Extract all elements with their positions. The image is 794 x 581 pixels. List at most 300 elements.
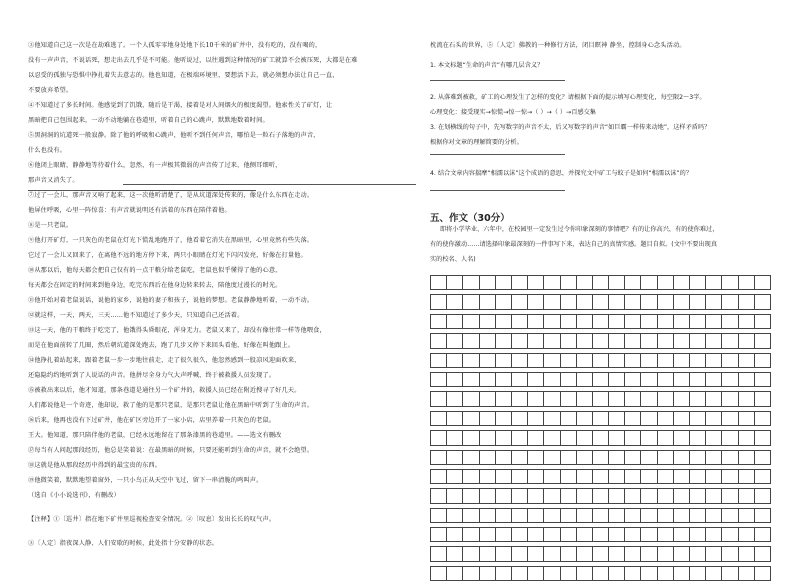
grid-cell[interactable] [690, 489, 706, 503]
grid-cell[interactable] [431, 334, 447, 348]
grid-cell[interactable] [528, 566, 544, 580]
grid-cell[interactable] [609, 469, 625, 483]
grid-cell[interactable] [625, 392, 641, 406]
grid-cell[interactable] [722, 276, 738, 290]
grid-cell[interactable] [544, 334, 560, 348]
grid-cell[interactable] [738, 295, 754, 309]
grid-cell[interactable] [641, 508, 657, 522]
grid-cell[interactable] [431, 489, 447, 503]
grid-cell[interactable] [690, 392, 706, 406]
grid-cell[interactable] [738, 314, 754, 328]
grid-cell[interactable] [576, 450, 592, 464]
grid-cell[interactable] [690, 566, 706, 580]
grid-cell[interactable] [738, 469, 754, 483]
grid-cell[interactable] [560, 431, 576, 445]
grid-cell[interactable] [511, 372, 527, 386]
grid-cell[interactable] [625, 334, 641, 348]
grid-cell[interactable] [690, 431, 706, 445]
grid-cell[interactable] [673, 508, 689, 522]
grid-cell[interactable] [495, 353, 511, 367]
answer-line[interactable] [430, 154, 565, 155]
grid-cell[interactable] [722, 353, 738, 367]
grid-cell[interactable] [511, 566, 527, 580]
grid-cell[interactable] [738, 566, 754, 580]
grid-cell[interactable] [511, 547, 527, 561]
grid-cell[interactable] [690, 528, 706, 542]
grid-cell[interactable] [657, 334, 673, 348]
grid-cell[interactable] [754, 276, 770, 290]
grid-cell[interactable] [657, 469, 673, 483]
grid-cell[interactable] [673, 489, 689, 503]
grid-cell[interactable] [447, 547, 463, 561]
grid-cell[interactable] [641, 411, 657, 425]
grid-cell[interactable] [544, 469, 560, 483]
grid-cell[interactable] [431, 276, 447, 290]
grid-cell[interactable] [690, 469, 706, 483]
grid-cell[interactable] [560, 334, 576, 348]
grid-cell[interactable] [463, 295, 479, 309]
grid-cell[interactable] [447, 353, 463, 367]
grid-cell[interactable] [544, 547, 560, 561]
grid-cell[interactable] [641, 489, 657, 503]
grid-cell[interactable] [754, 411, 770, 425]
grid-cell[interactable] [706, 372, 722, 386]
grid-cell[interactable] [592, 431, 608, 445]
grid-cell[interactable] [576, 547, 592, 561]
grid-cell[interactable] [657, 392, 673, 406]
grid-cell[interactable] [463, 547, 479, 561]
grid-cell[interactable] [479, 431, 495, 445]
grid-cell[interactable] [463, 566, 479, 580]
grid-cell[interactable] [722, 334, 738, 348]
grid-cell[interactable] [754, 392, 770, 406]
grid-cell[interactable] [511, 334, 527, 348]
grid-cell[interactable] [641, 528, 657, 542]
grid-cell[interactable] [528, 431, 544, 445]
grid-cell[interactable] [511, 314, 527, 328]
grid-cell[interactable] [479, 528, 495, 542]
grid-cell[interactable] [625, 372, 641, 386]
grid-cell[interactable] [673, 450, 689, 464]
grid-cell[interactable] [479, 353, 495, 367]
grid-cell[interactable] [673, 353, 689, 367]
grid-cell[interactable] [560, 469, 576, 483]
grid-cell[interactable] [544, 372, 560, 386]
grid-cell[interactable] [495, 295, 511, 309]
grid-cell[interactable] [463, 469, 479, 483]
grid-cell[interactable] [447, 566, 463, 580]
grid-cell[interactable] [754, 547, 770, 561]
grid-cell[interactable] [544, 295, 560, 309]
grid-cell[interactable] [431, 566, 447, 580]
grid-cell[interactable] [511, 528, 527, 542]
grid-cell[interactable] [609, 353, 625, 367]
grid-cell[interactable] [690, 411, 706, 425]
grid-cell[interactable] [592, 392, 608, 406]
grid-cell[interactable] [528, 392, 544, 406]
grid-cell[interactable] [754, 469, 770, 483]
grid-cell[interactable] [706, 450, 722, 464]
grid-cell[interactable] [673, 547, 689, 561]
grid-cell[interactable] [609, 276, 625, 290]
grid-cell[interactable] [641, 469, 657, 483]
grid-cell[interactable] [576, 489, 592, 503]
grid-cell[interactable] [706, 469, 722, 483]
grid-cell[interactable] [657, 353, 673, 367]
grid-cell[interactable] [657, 547, 673, 561]
grid-cell[interactable] [479, 276, 495, 290]
grid-cell[interactable] [511, 392, 527, 406]
grid-cell[interactable] [625, 450, 641, 464]
grid-cell[interactable] [447, 489, 463, 503]
grid-cell[interactable] [479, 547, 495, 561]
grid-cell[interactable] [544, 528, 560, 542]
grid-cell[interactable] [576, 508, 592, 522]
grid-cell[interactable] [706, 314, 722, 328]
grid-cell[interactable] [544, 450, 560, 464]
grid-cell[interactable] [738, 372, 754, 386]
grid-cell[interactable] [625, 353, 641, 367]
grid-cell[interactable] [576, 372, 592, 386]
grid-cell[interactable] [528, 334, 544, 348]
grid-cell[interactable] [495, 489, 511, 503]
grid-cell[interactable] [528, 469, 544, 483]
grid-cell[interactable] [528, 528, 544, 542]
grid-cell[interactable] [431, 431, 447, 445]
grid-cell[interactable] [560, 353, 576, 367]
grid-cell[interactable] [592, 469, 608, 483]
grid-cell[interactable] [641, 276, 657, 290]
grid-cell[interactable] [625, 547, 641, 561]
grid-cell[interactable] [528, 450, 544, 464]
grid-cell[interactable] [738, 392, 754, 406]
grid-cell[interactable] [495, 450, 511, 464]
grid-cell[interactable] [576, 353, 592, 367]
grid-cell[interactable] [592, 489, 608, 503]
grid-cell[interactable] [641, 566, 657, 580]
grid-cell[interactable] [657, 450, 673, 464]
grid-cell[interactable] [706, 528, 722, 542]
grid-cell[interactable] [673, 411, 689, 425]
grid-cell[interactable] [673, 392, 689, 406]
grid-cell[interactable] [592, 411, 608, 425]
grid-cell[interactable] [722, 392, 738, 406]
grid-cell[interactable] [479, 372, 495, 386]
grid-cell[interactable] [431, 314, 447, 328]
grid-cell[interactable] [625, 314, 641, 328]
grid-cell[interactable] [544, 353, 560, 367]
grid-cell[interactable] [625, 489, 641, 503]
grid-cell[interactable] [528, 508, 544, 522]
grid-cell[interactable] [722, 508, 738, 522]
grid-cell[interactable] [609, 314, 625, 328]
grid-cell[interactable] [673, 276, 689, 290]
grid-cell[interactable] [447, 469, 463, 483]
grid-cell[interactable] [641, 547, 657, 561]
grid-cell[interactable] [463, 528, 479, 542]
grid-cell[interactable] [609, 392, 625, 406]
grid-cell[interactable] [447, 450, 463, 464]
grid-cell[interactable] [431, 469, 447, 483]
grid-cell[interactable] [609, 547, 625, 561]
grid-cell[interactable] [754, 528, 770, 542]
grid-cell[interactable] [722, 431, 738, 445]
grid-cell[interactable] [738, 353, 754, 367]
grid-cell[interactable] [641, 392, 657, 406]
grid-cell[interactable] [706, 392, 722, 406]
grid-cell[interactable] [447, 528, 463, 542]
answer-line[interactable] [430, 190, 565, 191]
grid-cell[interactable] [592, 547, 608, 561]
grid-cell[interactable] [657, 566, 673, 580]
grid-cell[interactable] [738, 450, 754, 464]
grid-cell[interactable] [511, 508, 527, 522]
grid-cell[interactable] [706, 334, 722, 348]
grid-cell[interactable] [560, 547, 576, 561]
grid-cell[interactable] [576, 528, 592, 542]
grid-cell[interactable] [722, 489, 738, 503]
grid-cell[interactable] [738, 431, 754, 445]
grid-cell[interactable] [754, 489, 770, 503]
grid-cell[interactable] [706, 489, 722, 503]
grid-cell[interactable] [463, 431, 479, 445]
grid-cell[interactable] [511, 469, 527, 483]
grid-cell[interactable] [592, 566, 608, 580]
grid-cell[interactable] [463, 508, 479, 522]
grid-cell[interactable] [754, 314, 770, 328]
grid-cell[interactable] [544, 276, 560, 290]
grid-cell[interactable] [511, 489, 527, 503]
grid-cell[interactable] [560, 295, 576, 309]
grid-cell[interactable] [479, 508, 495, 522]
grid-cell[interactable] [657, 314, 673, 328]
grid-cell[interactable] [463, 314, 479, 328]
grid-cell[interactable] [447, 372, 463, 386]
grid-cell[interactable] [495, 566, 511, 580]
grid-cell[interactable] [495, 528, 511, 542]
grid-cell[interactable] [625, 276, 641, 290]
grid-cell[interactable] [690, 334, 706, 348]
grid-cell[interactable] [463, 276, 479, 290]
grid-cell[interactable] [625, 566, 641, 580]
grid-cell[interactable] [592, 372, 608, 386]
grid-cell[interactable] [431, 547, 447, 561]
grid-cell[interactable] [431, 450, 447, 464]
grid-cell[interactable] [479, 314, 495, 328]
grid-cell[interactable] [592, 353, 608, 367]
grid-cell[interactable] [673, 295, 689, 309]
grid-cell[interactable] [690, 276, 706, 290]
grid-cell[interactable] [576, 314, 592, 328]
grid-cell[interactable] [609, 334, 625, 348]
grid-cell[interactable] [511, 431, 527, 445]
grid-cell[interactable] [722, 528, 738, 542]
grid-cell[interactable] [495, 469, 511, 483]
grid-cell[interactable] [722, 450, 738, 464]
grid-cell[interactable] [447, 295, 463, 309]
grid-cell[interactable] [560, 411, 576, 425]
grid-cell[interactable] [657, 372, 673, 386]
grid-cell[interactable] [592, 334, 608, 348]
grid-cell[interactable] [673, 334, 689, 348]
grid-cell[interactable] [706, 547, 722, 561]
grid-cell[interactable] [625, 431, 641, 445]
grid-cell[interactable] [738, 547, 754, 561]
grid-cell[interactable] [754, 353, 770, 367]
grid-cell[interactable] [592, 450, 608, 464]
grid-cell[interactable] [431, 508, 447, 522]
grid-cell[interactable] [463, 450, 479, 464]
grid-cell[interactable] [463, 392, 479, 406]
grid-cell[interactable] [528, 372, 544, 386]
grid-cell[interactable] [657, 489, 673, 503]
grid-cell[interactable] [431, 353, 447, 367]
grid-cell[interactable] [576, 276, 592, 290]
grid-cell[interactable] [754, 372, 770, 386]
grid-cell[interactable] [641, 431, 657, 445]
grid-cell[interactable] [722, 314, 738, 328]
answer-line[interactable] [430, 80, 565, 81]
grid-cell[interactable] [609, 508, 625, 522]
grid-cell[interactable] [641, 450, 657, 464]
grid-cell[interactable] [673, 431, 689, 445]
grid-cell[interactable] [495, 276, 511, 290]
grid-cell[interactable] [560, 566, 576, 580]
grid-cell[interactable] [673, 314, 689, 328]
grid-cell[interactable] [495, 431, 511, 445]
grid-cell[interactable] [738, 334, 754, 348]
grid-cell[interactable] [576, 566, 592, 580]
grid-cell[interactable] [479, 489, 495, 503]
grid-cell[interactable] [657, 431, 673, 445]
grid-cell[interactable] [528, 314, 544, 328]
grid-cell[interactable] [447, 334, 463, 348]
grid-cell[interactable] [706, 508, 722, 522]
grid-cell[interactable] [560, 508, 576, 522]
grid-cell[interactable] [576, 469, 592, 483]
grid-cell[interactable] [722, 547, 738, 561]
grid-cell[interactable] [447, 314, 463, 328]
grid-cell[interactable] [447, 411, 463, 425]
grid-cell[interactable] [576, 295, 592, 309]
grid-cell[interactable] [592, 276, 608, 290]
grid-cell[interactable] [625, 411, 641, 425]
grid-cell[interactable] [641, 295, 657, 309]
grid-cell[interactable] [592, 528, 608, 542]
grid-cell[interactable] [447, 276, 463, 290]
grid-cell[interactable] [673, 469, 689, 483]
grid-cell[interactable] [754, 508, 770, 522]
grid-cell[interactable] [592, 314, 608, 328]
grid-cell[interactable] [528, 547, 544, 561]
grid-cell[interactable] [754, 295, 770, 309]
grid-cell[interactable] [495, 392, 511, 406]
grid-cell[interactable] [673, 528, 689, 542]
grid-cell[interactable] [722, 469, 738, 483]
grid-cell[interactable] [706, 353, 722, 367]
grid-cell[interactable] [576, 411, 592, 425]
grid-cell[interactable] [431, 295, 447, 309]
grid-cell[interactable] [576, 431, 592, 445]
grid-cell[interactable] [690, 547, 706, 561]
grid-cell[interactable] [544, 314, 560, 328]
grid-cell[interactable] [463, 334, 479, 348]
grid-cell[interactable] [528, 411, 544, 425]
grid-cell[interactable] [479, 566, 495, 580]
grid-cell[interactable] [609, 431, 625, 445]
grid-cell[interactable] [560, 450, 576, 464]
grid-cell[interactable] [463, 372, 479, 386]
grid-cell[interactable] [625, 508, 641, 522]
grid-cell[interactable] [495, 508, 511, 522]
grid-cell[interactable] [690, 372, 706, 386]
grid-cell[interactable] [544, 431, 560, 445]
grid-cell[interactable] [738, 276, 754, 290]
grid-cell[interactable] [609, 411, 625, 425]
grid-cell[interactable] [690, 295, 706, 309]
grid-cell[interactable] [560, 528, 576, 542]
grid-cell[interactable] [495, 372, 511, 386]
grid-cell[interactable] [511, 411, 527, 425]
grid-cell[interactable] [463, 353, 479, 367]
grid-cell[interactable] [706, 566, 722, 580]
grid-cell[interactable] [754, 566, 770, 580]
grid-cell[interactable] [431, 411, 447, 425]
grid-cell[interactable] [495, 334, 511, 348]
grid-cell[interactable] [479, 469, 495, 483]
grid-cell[interactable] [495, 411, 511, 425]
grid-cell[interactable] [690, 508, 706, 522]
grid-cell[interactable] [738, 508, 754, 522]
grid-cell[interactable] [722, 566, 738, 580]
grid-cell[interactable] [431, 528, 447, 542]
grid-cell[interactable] [576, 392, 592, 406]
grid-cell[interactable] [609, 450, 625, 464]
grid-cell[interactable] [592, 508, 608, 522]
grid-cell[interactable] [706, 431, 722, 445]
grid-cell[interactable] [447, 431, 463, 445]
grid-cell[interactable] [528, 295, 544, 309]
grid-cell[interactable] [560, 314, 576, 328]
grid-cell[interactable] [738, 489, 754, 503]
grid-cell[interactable] [495, 314, 511, 328]
grid-cell[interactable] [560, 489, 576, 503]
grid-cell[interactable] [706, 411, 722, 425]
grid-cell[interactable] [479, 392, 495, 406]
grid-cell[interactable] [706, 295, 722, 309]
grid-cell[interactable] [544, 489, 560, 503]
grid-cell[interactable] [657, 276, 673, 290]
grid-cell[interactable] [511, 276, 527, 290]
grid-cell[interactable] [463, 411, 479, 425]
grid-cell[interactable] [690, 450, 706, 464]
grid-cell[interactable] [463, 489, 479, 503]
grid-cell[interactable] [657, 295, 673, 309]
grid-cell[interactable] [690, 314, 706, 328]
grid-cell[interactable] [657, 528, 673, 542]
grid-cell[interactable] [511, 295, 527, 309]
grid-cell[interactable] [641, 314, 657, 328]
grid-cell[interactable] [511, 353, 527, 367]
grid-cell[interactable] [544, 392, 560, 406]
grid-cell[interactable] [479, 295, 495, 309]
grid-cell[interactable] [544, 411, 560, 425]
grid-cell[interactable] [609, 489, 625, 503]
grid-cell[interactable] [528, 276, 544, 290]
grid-cell[interactable] [754, 450, 770, 464]
grid-cell[interactable] [754, 431, 770, 445]
grid-cell[interactable] [706, 276, 722, 290]
